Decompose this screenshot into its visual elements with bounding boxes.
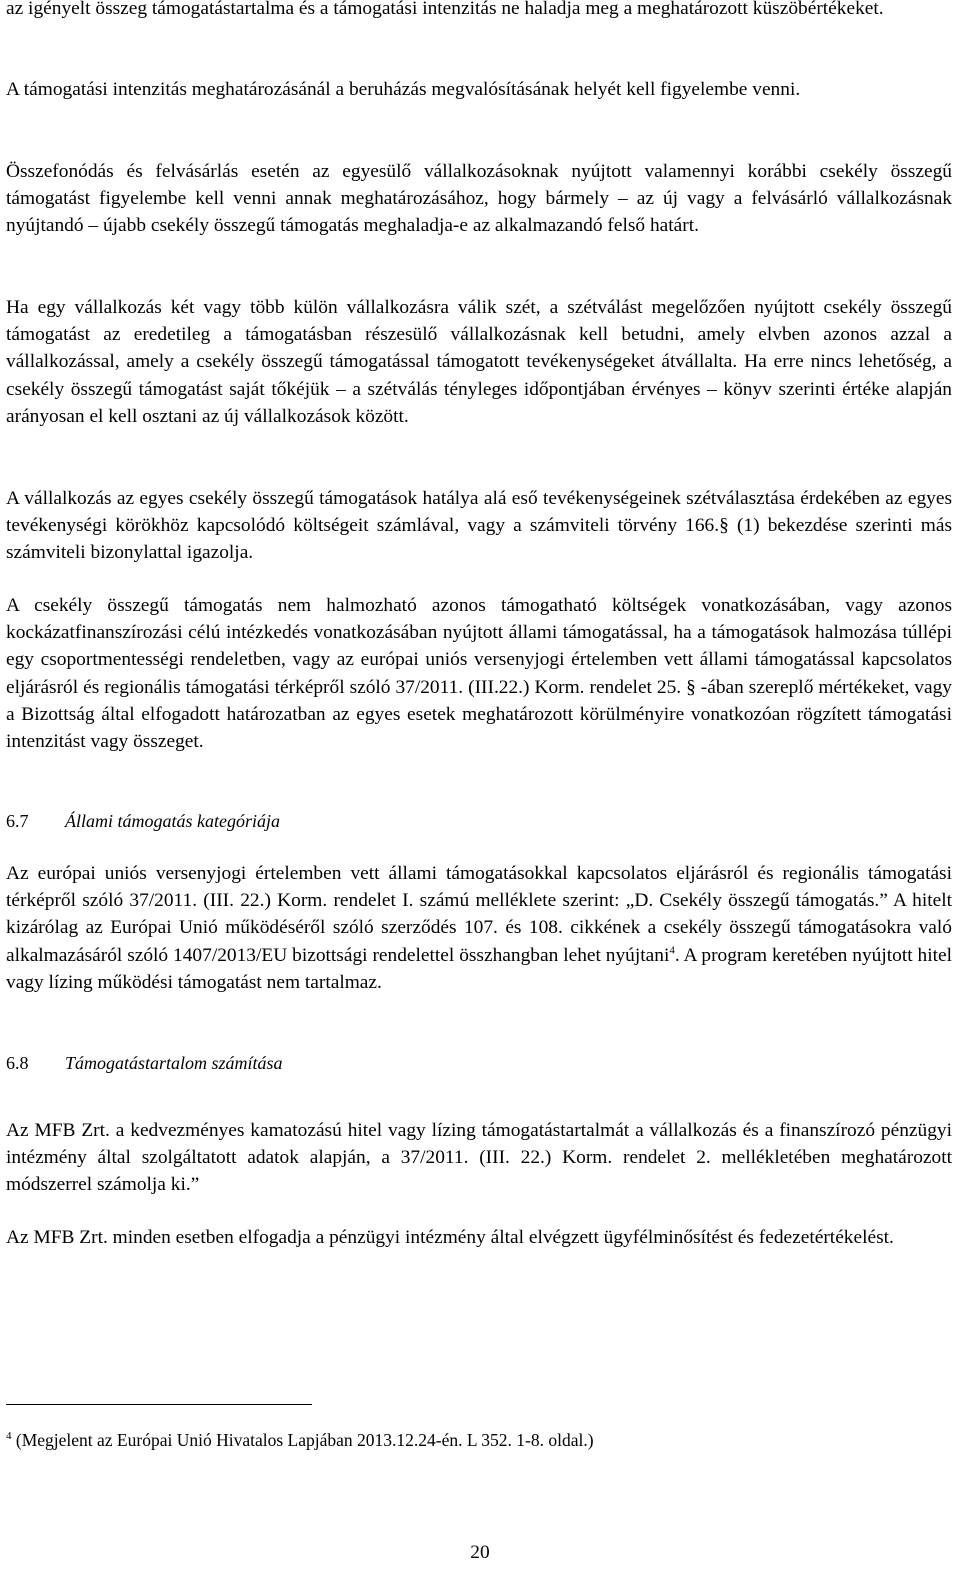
section-heading-6-8 [6,1050,906,1077]
paragraph-8: Az MFB Zrt. a kedvezményes kamatozású hitel vagy lízing támogatástartalmát a vállalkozás és a finanszírozó pénzügyi intézmény által szolgáltatott adatok alapján, a 37/2011. (III. 22.) Korm. rendelet 2. mellékletében meghatározott módszerrel számolja ki.” [6,1120,952,1196]
paragraph-7-tail: . A program keretében nyújtott hitel vagy lízing működési támogatást nem tartalmaz. [6,944,952,993]
section-number: 6.7 [6,811,29,831]
page-number: 20 [470,1542,490,1563]
section-heading-6-7 [6,808,906,835]
section-title: Támogatástartalom számítása [65,1053,283,1073]
paragraph-9: Az MFB Zrt. minden esetben elfogadja a pénzügyi intézmény által elvégzett ügyfélminősítést és fedezetértékelést. [6,1227,894,1248]
footnote-separator [6,1404,312,1405]
paragraph-7-main: Az európai uniós versenyjogi értelemben vett állami támogatásokkal kapcsolatos eljárásról és regionális támogatási térképről szóló 37/2011. (III. 22.) Korm. rendelet I. számú melléklete szerint: „D. Csekély összegű támogatás.” A hitelt kizárólag az Európai Unió működéséről szóló szerződés 107. és 108. cikkének a csekély összegű támogatásokra való alkalmazásáról szóló 1407/2013/EU bizottsági rendelettel összhangban lehet nyújtani [6,863,952,966]
footnote-number: 4 [6,1430,12,1443]
paragraph-6: A csekély összegű támogatás nem halmozható azonos támogatható költségek vonatkozásában, vagy azonos kockázatfinanszírozási célú intézkedés vonatkozásában nyújtott állami támogatással, ha a támogatások halmozása túllépi egy csoportmentességi rendeletben, vagy az európai uniós versenyjogi értelemben vett állami támogatással kapcsolatos eljárásról és regionális támogatási térképről szóló 37/2011. (III.22.) Korm. rendelet 25. § -ában szereplő mértékeket, vagy a Bizottság által elfogadott határozatban az egyes esetek meghatározott körülményire vonatkozóan rögzített támogatási intenzitást vagy összeget. [6,595,952,753]
paragraph-4: Ha egy vállalkozás két vagy több külön vállalkozásra válik szét, a szétválást megelőzően nyújtott csekély összegű támogatást az eredetileg a támogatásban részesülő vállalkozásnak kell betudni, amely elvben azonos azzal a vállalkozással, amely a csekély összegű támogatással támogatott tevékenységeket átvállalta. Ha erre nincs lehetőség, a csekély összegű támogatást saját tőkéjük – a szétválás tényleges időpontjában érvényes – könyv szerinti értéke alapján arányosan el kell osztani az új vállalkozások között. [6,297,952,427]
section-number: 6.8 [6,1053,29,1073]
footnote-text: (Megjelent az Európai Unió Hivatalos Lapjában 2013.12.24-én. L 352. 1-8. oldal.) [11,1430,594,1450]
footnote [6,1428,906,1452]
paragraph-2: A támogatási intenzitás meghatározásánál a beruházás megvalósításának helyét kell figyelembe venni. [6,79,801,100]
paragraph-7 [6,860,952,996]
paragraph-1: az igényelt összeg támogatástartalma és a támogatási intenzitás ne haladja meg a meghatározott küszöbértékeket. [6,0,884,19]
footnote-reference[interactable]: 4 [669,944,675,957]
paragraph-3: Összefonódás és felvásárlás esetén az egyesülő vállalkozásoknak nyújtott valamennyi korábbi csekély összegű támogatást figyelembe kell venni annak meghatározásához, hogy bármely – az új vagy a felvásárló vállalkozásnak nyújtandó – újabb csekély összegű támogatás meghaladja-e az alkalmazandó felső határt. [6,161,952,237]
section-title: Állami támogatás kategóriája [65,811,280,831]
paragraph-5: A vállalkozás az egyes csekély összegű támogatások hatálya alá eső tevékenységeinek szétválasztása érdekében az egyes tevékenységi körökhöz kapcsolódó költségeit számlával, vagy a számviteli törvény 166.§ (1) bekezdése szerinti más számviteli bizonylattal igazolja. [6,488,952,564]
